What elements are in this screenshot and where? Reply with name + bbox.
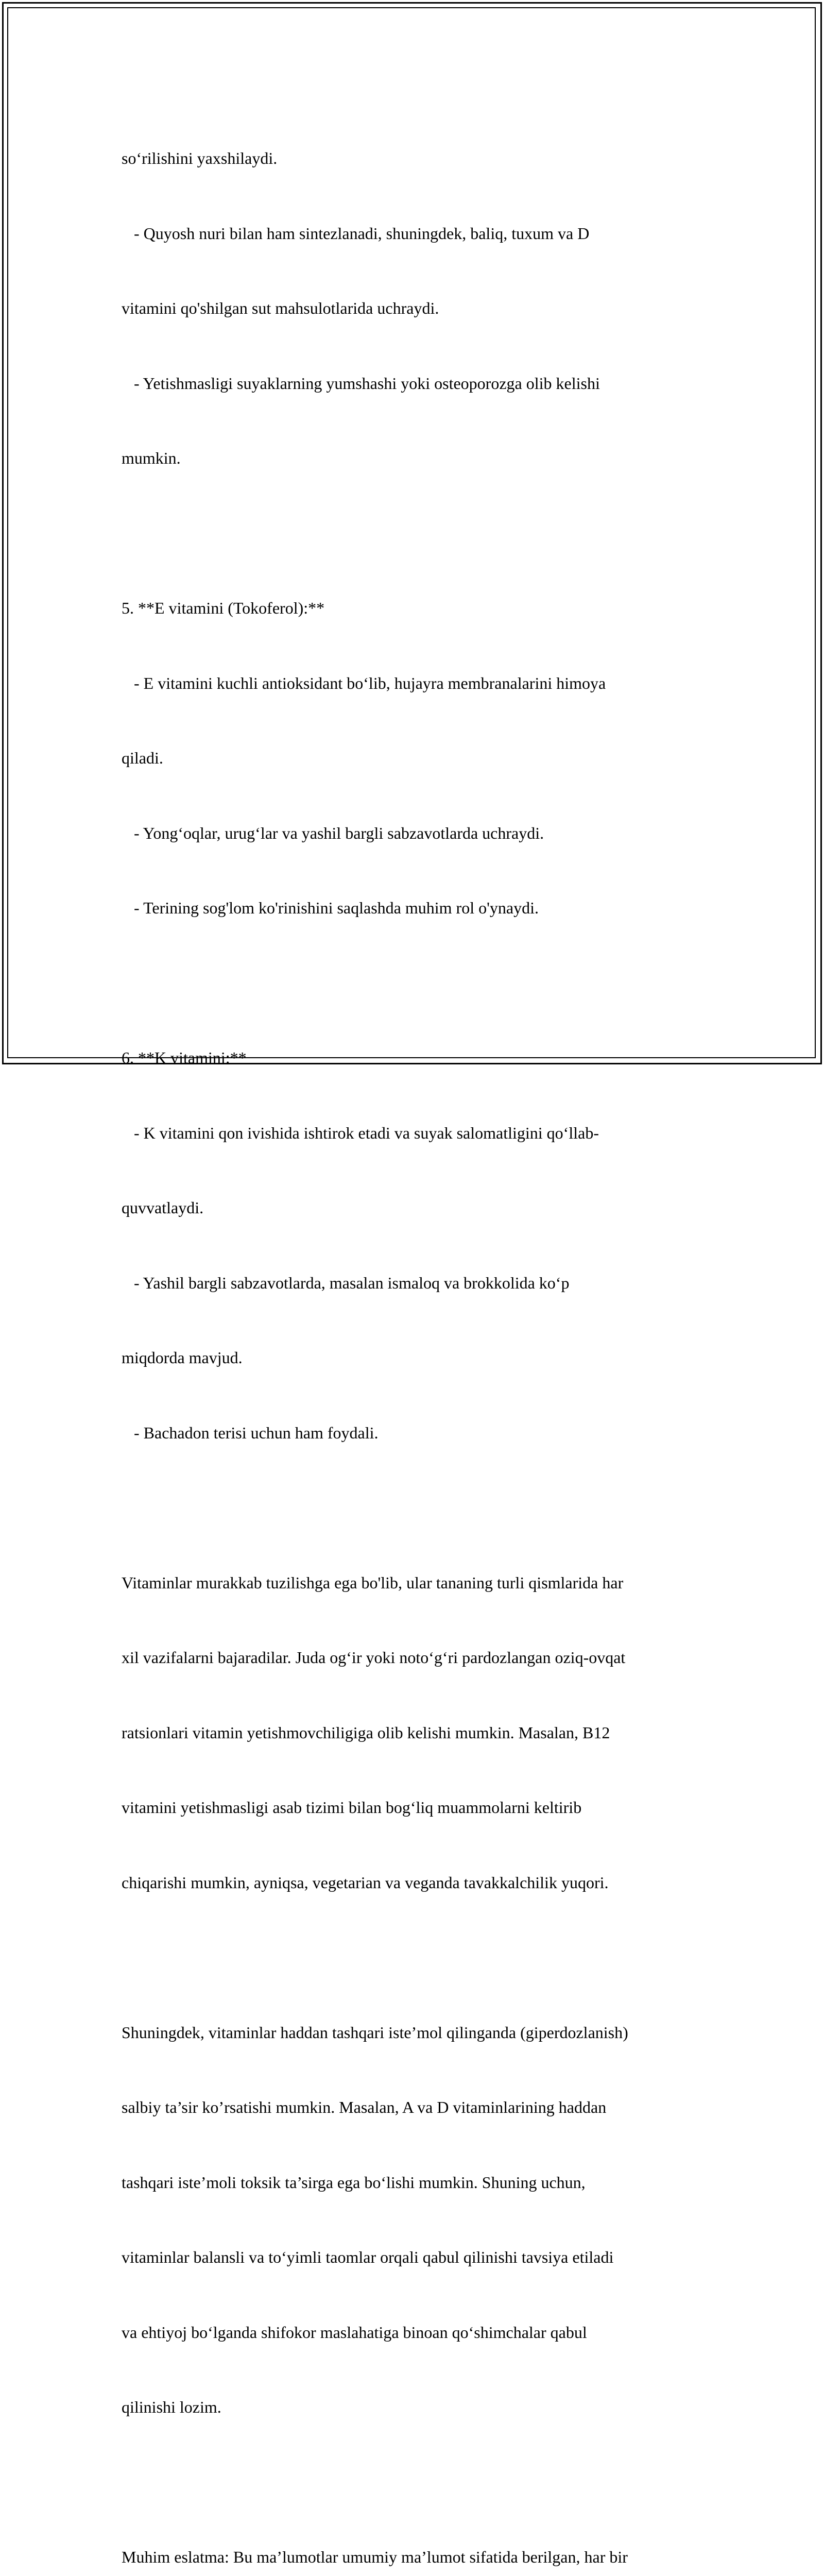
paragraph-line: vitaminlar balansli va to‘yimli taomlar orqali qabul qilinishi tavsiya etiladi xyxy=(122,2248,614,2266)
text-line: - Yetishmasligi suyaklarning yumshashi yoki osteoporozga olib kelishi xyxy=(122,374,600,393)
text-line: - Terining sog'lom ko'rinishini saqlashda muhim rol o'ynaydi. xyxy=(122,899,539,917)
text-line: - Quyosh nuri bilan ham sintezlanadi, shuningdek, baliq, tuxum va D xyxy=(122,224,590,243)
text-line: - K vitamini qon ivishida ishtirok etadi va suyak salomatligini qo‘llab- xyxy=(122,1123,599,1142)
text-line: so‘rilishini yaxshilaydi. xyxy=(122,149,278,167)
paragraph-line: va ehtiyoj bo‘lganda shifokor maslahatiga binoan qo‘shimchalar qabul xyxy=(122,2323,587,2342)
paragraph-line: Vitaminlar murakkab tuzilishga ega bo'lib, ular tananing turli qismlarida har xyxy=(122,1573,624,1592)
text-line: vitamini qo'shilgan sut mahsulotlarida uchraydi. xyxy=(122,299,439,317)
section-heading-k-vitamin: 6. **K vitamini:** xyxy=(122,1048,247,1067)
paragraph-line: xil vazifalarni bajaradilar. Juda og‘ir yoki noto‘g‘ri pardozlangan oziq-ovqat xyxy=(122,1648,626,1667)
paragraph-line: Shuningdek, vitaminlar haddan tashqari iste’mol qilinganda (giperdozlanish) xyxy=(122,2023,628,2042)
note-line: Muhim eslatma: Bu ma’lumotlar umumiy ma’lumot sifatida berilgan, har bir xyxy=(122,2548,628,2566)
blank-line xyxy=(122,521,714,546)
text-line: - Bachadon terisi uchun ham foydali. xyxy=(122,1423,379,1442)
paragraph-line: ratsionlari vitamin yetishmovchiligiga olib kelishi mumkin. Masalan, B12 xyxy=(122,1723,610,1742)
text-line: - Yong‘oqlar, urug‘lar va yashil bargli sabzavotlarda uchraydi. xyxy=(122,823,544,842)
paragraph-line: salbiy ta’sir ko’rsatishi mumkin. Masalan, A va D vitaminlarining haddan xyxy=(122,2098,607,2116)
paragraph-line: tashqari iste’moli toksik ta’sirga ega bo‘lishi mumkin. Shuning uchun, xyxy=(122,2173,586,2192)
paragraph-line: chiqarishi mumkin, ayniqsa, vegetarian va veganda tavakkalchilik yuqori. xyxy=(122,1873,609,1892)
blank-line xyxy=(122,971,714,996)
blank-line xyxy=(122,1945,714,1970)
text-line: mumkin. xyxy=(122,449,181,467)
blank-line xyxy=(122,2470,714,2495)
blank-line xyxy=(122,1495,714,1520)
section-heading-e-vitamin: 5. **E vitamini (Tokoferol):** xyxy=(122,599,325,617)
text-line: qiladi. xyxy=(122,749,163,767)
document-body xyxy=(122,96,714,2576)
paragraph-line: vitamini yetishmasligi asab tizimi bilan bog‘liq muammolarni keltirib xyxy=(122,1798,582,1817)
paragraph-line: qilinishi lozim. xyxy=(122,2398,221,2416)
text-line: - E vitamini kuchli antioksidant bo‘lib, hujayra membranalarini himoya xyxy=(122,673,606,692)
text-line: miqdorda mavjud. xyxy=(122,1348,243,1367)
text-line: quvvatlaydi. xyxy=(122,1198,204,1217)
text-line: - Yashil bargli sabzavotlarda, masalan ismaloq va brokkolida ko‘p xyxy=(122,1273,570,1292)
